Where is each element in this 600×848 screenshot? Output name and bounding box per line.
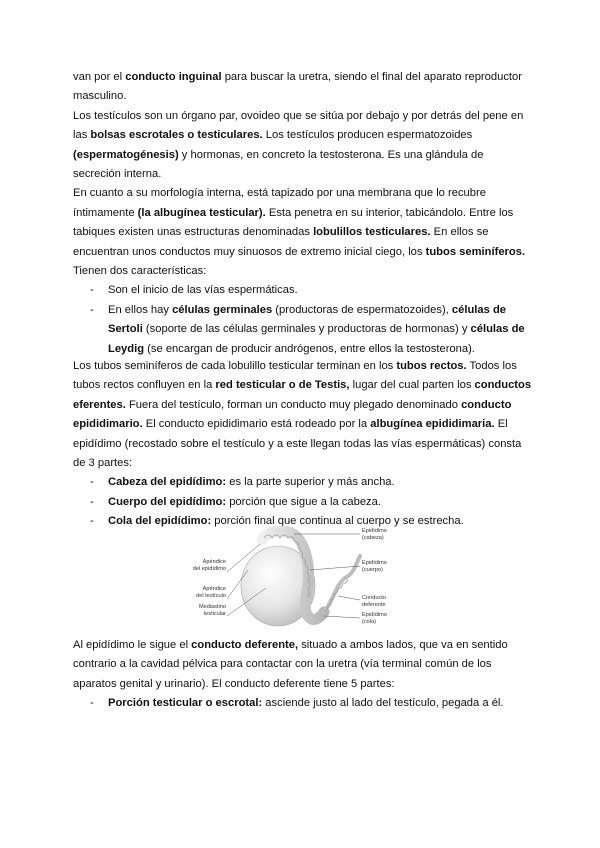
bold-term: conductos eferentes. [73,379,532,411]
list-partes-epididimo [73,473,533,531]
text: (productoras de espermatozoides), [272,303,452,316]
bold-term: células germinales [172,303,273,316]
bold-term: bolsas escrotales o testiculares. [90,129,263,142]
label-line: Mediastino [198,604,226,610]
label-line: deferente [362,601,386,608]
label-line: Epidídimo [362,528,387,534]
list-item [73,493,533,512]
label-line: (cola) [362,618,376,625]
text-block-2 [73,357,533,532]
text: situado a ambos lados, que va en sentido contrario a la cavidad pélvica para contactar con la uretra (vía terminal común de los aparatos genital y urinario). El conducto deferente tiene 5 partes: [73,639,508,690]
bold-term: Cuerpo del epidídimo: [108,495,227,508]
bold-term: Cabeza del epidídimo: [108,476,227,489]
text: Todos los tubos rectos confluyen en la [73,360,517,392]
bullet-dash: - [90,697,94,710]
text: porción final que continua al cuerpo y se estrecha. [211,515,464,528]
list-caracteristicas [73,281,533,359]
bold-term: conducto deferente, [191,639,299,651]
bullet-dash: - [90,476,94,489]
text: Al epidídimo le sigue el [73,639,192,651]
label-apendice-epididimo [180,559,226,572]
label-epididimo-cola [362,612,387,625]
list-item [73,281,533,300]
text: Los testículos son un órgano par, ovoideo que se sitúa por debajo y por detrás del pene en las [73,109,524,142]
testis-anatomy-figure [178,526,428,629]
label-line: (cabeza) [362,534,384,541]
text-block-1 [73,68,533,359]
bullet-dash: - [90,284,94,297]
bullet-dash: - [90,515,94,528]
bold-term: células de Sertoli [108,303,507,336]
bold-term: tubos seminíferos. [425,245,526,258]
text-block-3 [73,636,533,714]
text: asciende justo al lado del testículo, pegada a él. [262,697,504,710]
bold-term: Cola del epidídimo: [108,515,212,528]
bold-term: albugínea epididimaria. [370,418,495,431]
list-item [73,301,533,359]
paragraph-conducto-inguinal [73,68,533,107]
paragraph-conducto-deferente [73,636,533,694]
bold-term: (la albugínea testicular). [137,206,266,219]
label-line: testicular [203,610,226,617]
paragraph-morfologia [73,184,533,281]
text: lugar del cual parten los [349,379,475,392]
label-line: Conducto [362,595,386,601]
bold-term: células de Leydig [108,323,525,355]
vas-deferens-shape [324,556,360,612]
label-line: Epidídimo [362,560,387,566]
text: El epidídimo (recostado sobre el testículo y a este llegan todas las vías espermáticas) consta de 3 partes: [73,418,522,470]
text: Son el inicio de las vías espermáticas. [108,284,298,297]
text: Los testículos producen espermatozoides [262,129,473,142]
bullet-dash: - [90,495,94,508]
text: En ellos hay [108,303,173,316]
text: (se encargan de producir andrógenos, entre ellos la testosterona). [144,342,475,355]
list-item [73,694,533,713]
text: es la parte superior y más ancha. [226,476,395,489]
label-conducto-deferente [362,595,386,608]
label-epididimo-cuerpo [362,560,387,573]
text: (soporte de las células germinales y productoras de hormonas) y [142,323,471,336]
text: porción que sigue a la cabeza. [226,495,381,508]
text: y hormonas, en concreto la testosterona. Es una glándula de secreción interna. [73,148,484,181]
text: El conducto epididimario está rodeado por la [142,418,371,431]
bold-term: tubos rectos. [396,360,467,372]
label-apendice-testiculo [180,586,226,599]
label-epididimo-cabeza [362,528,387,541]
label-line: Apéndice [202,559,226,565]
text: Esta penetra en su interior, tabicándolo. Entre los tabiques existen unas estructuras denominadas [73,206,514,239]
text: Fuera del testículo, forman un conducto muy plegado denominado [125,398,462,411]
text: Tienen dos características: [73,265,207,278]
paragraph-tubos-rectos [73,357,533,473]
bold-term: Porción testicular o escrotal: [108,697,263,710]
list-partes-deferente [73,694,533,713]
text: En cuanto a su morfología interna, está tapizado por una membrana que lo recubre íntimamente [73,187,486,219]
paragraph-testiculos [73,107,533,185]
label-line: del testículo [196,592,226,599]
label-line: del epidídimo [192,565,226,572]
bold-term: (espermatogénesis) [73,148,179,161]
text: van por el [73,71,126,83]
bold-term: conducto epididimario. [73,398,512,431]
text: Los tubos seminíferos de cada lobulillo testicular terminan en los [73,360,397,372]
text: En ellos se encuentran unos conductos muy sinuosos de extremo inicial ciego, los [73,226,489,258]
label-line: (cuerpo) [362,566,383,573]
bold-term: red testicular o de Testis, [215,379,350,392]
list-item [73,473,533,492]
bold-term: conducto inguinal [125,71,222,83]
label-mediastino-testicular [180,604,226,617]
bullet-dash: - [90,303,94,316]
text: para buscar la uretra, siendo el final del aparato reproductor masculino. [73,71,522,103]
bold-term: lobulillos testiculares. [313,226,431,239]
label-line: Apéndice [202,586,226,592]
label-line: Epidídimo [362,612,387,618]
